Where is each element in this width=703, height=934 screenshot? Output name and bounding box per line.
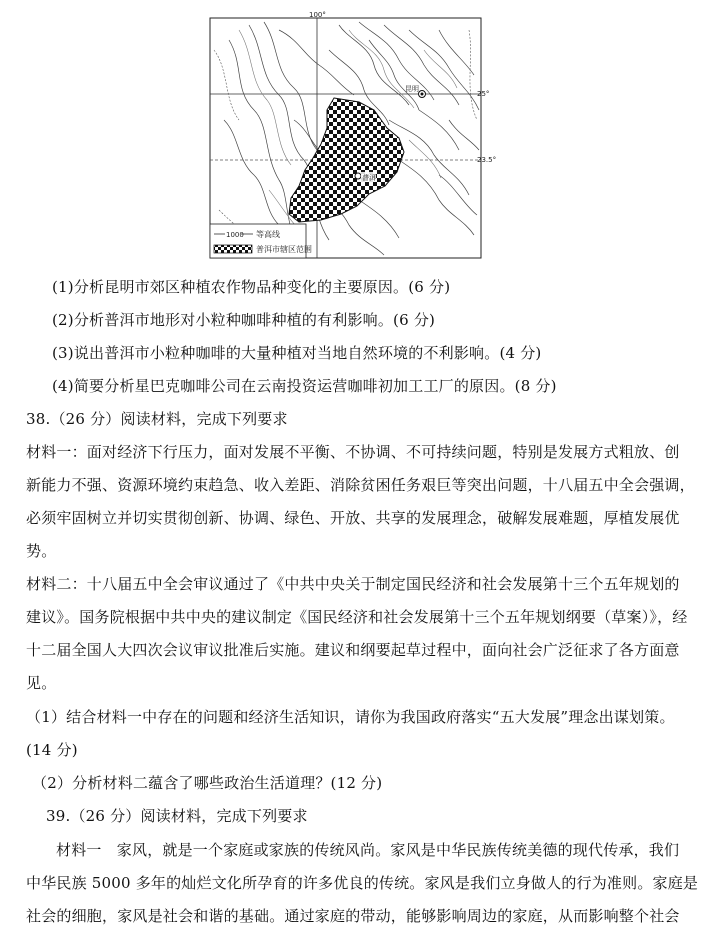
q38-sub1-line1: （1）结合材料一中存在的问题和经济生活知识，请你为我国政府落实“五大发展”理念出谋划策。 [26, 708, 675, 726]
q39-material1-line2: 中华民族 5000 多年的灿烂文化所孕育的许多优良的传统。家风是我们立身做人的行为准则。家庭是 [26, 874, 699, 892]
puer-label: 普洱 [362, 174, 376, 182]
legend-region-label: 普洱市辖区范围 [256, 245, 312, 254]
puer-marker [355, 173, 361, 179]
q38-material2-line1: 材料二：十八届五中全会审议通过了《中共中央关于制定国民经济和社会发展第十三个五年规划的 [26, 575, 680, 593]
q38-material2-line4: 见。 [26, 674, 57, 692]
q38-material2-line2: 建议》。国务院根据中共中央的建议制定《国民经济和社会发展第十三个五年规划纲要（草案）》，经 [26, 608, 688, 626]
q38-sub1-line2: (14 分) [26, 741, 78, 759]
q39-title: 39.（26 分）阅读材料，完成下列要求 [46, 807, 308, 825]
latitude-23-5-label: 23.5° [477, 156, 497, 164]
latitude-25-label: 25° [477, 90, 490, 98]
legend-contour-label: 等高线 [256, 230, 280, 239]
longitude-label: 100° [309, 11, 326, 19]
legend-region-symbol [214, 245, 252, 253]
q38-sub2: （2）分析材料二蕴含了哪些政治生活道理？(12 分) [32, 774, 383, 792]
kunming-label: 昆明 [405, 85, 419, 93]
q37-sub4: (4)简要分析星巴克咖啡公司在云南投资运营咖啡初加工工厂的原因。(8 分) [52, 377, 557, 395]
legend-contour-value: 1000 [226, 231, 244, 239]
q38-title: 38.（26 分）阅读材料，完成下列要求 [26, 410, 288, 428]
q38-material1-line1: 材料一：面对经济下行压力，面对发展不平衡、不协调、不可持续问题，特别是发展方式粗放、创 [26, 443, 680, 461]
yunnan-contour-map [209, 10, 498, 260]
q37-sub2: (2)分析普洱市地形对小粒种咖啡种植的有利影响。(6 分) [52, 311, 436, 329]
q38-material1-line3: 必须牢固树立并切实贯彻创新、协调、绿色、开放、共享的发展理念，破解发展难题，厚植发展优 [26, 509, 680, 527]
map-figure [209, 10, 498, 260]
q37-sub1: (1)分析昆明市郊区种植农作物品种变化的主要原因。(6 分) [52, 278, 451, 296]
q38-material1-line2: 新能力不强、资源环境约束趋急、收入差距、消除贫困任务艰巨等突出问题，十八届五中全会强调， [26, 476, 695, 494]
q38-material1-line4: 势。 [26, 542, 57, 560]
q37-sub3: (3)说出普洱市小粒种咖啡的大量种植对当地自然环境的不利影响。(4 分) [52, 344, 542, 362]
q39-material1-line1: 材料一 家风，就是一个家庭或家族的传统风尚。家风是中华民族传统美德的现代传承，我们 [56, 841, 680, 859]
q39-material1-line3: 社会的细胞，家风是社会和谐的基础。通过家庭的带动，能够影响周边的家庭，从而影响整个社会 [26, 907, 680, 925]
q38-material2-line3: 十二届全国人大四次会议审议批准后实施。建议和纲要起草过程中，面向社会广泛征求了各方面意 [26, 641, 680, 659]
